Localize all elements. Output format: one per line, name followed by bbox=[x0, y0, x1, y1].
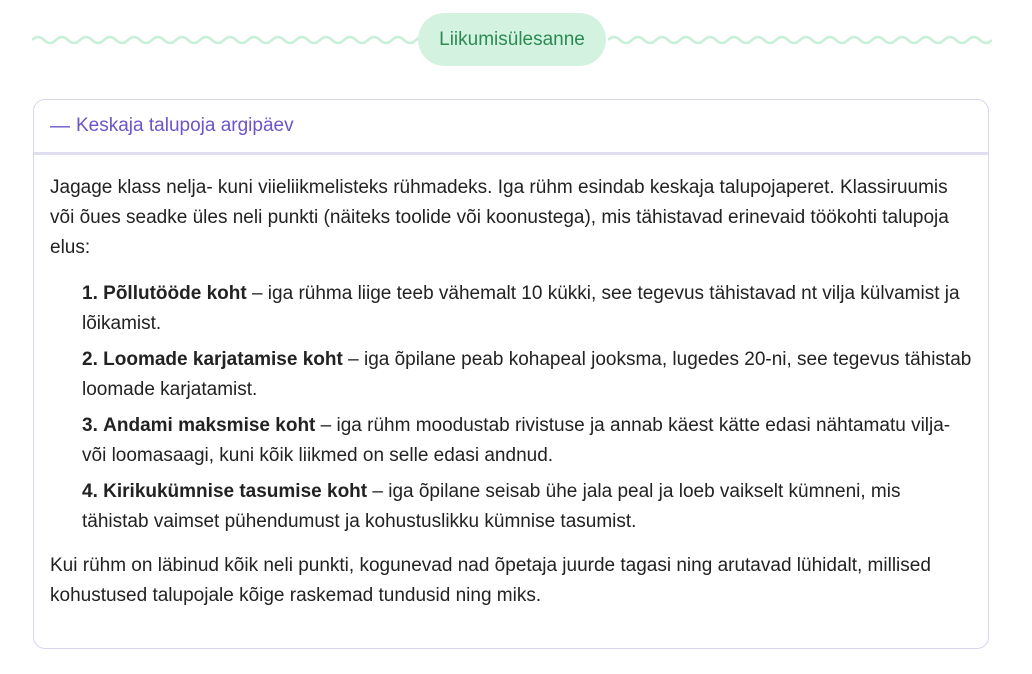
accordion-title: Keskaja talupoja argipäev bbox=[76, 115, 294, 136]
step-text: – iga õpilane peab kohapeal jooksma, lugedes 20-ni, see tegevus tähistab loomade karjatamist. bbox=[82, 349, 972, 400]
minus-icon[interactable]: — bbox=[50, 115, 70, 137]
step-number: 1. bbox=[82, 283, 98, 304]
accordion-card bbox=[33, 99, 989, 649]
step-title: Andami maksmise koht bbox=[103, 415, 316, 436]
list-item bbox=[82, 477, 972, 537]
intro-paragraph: Jagage klass nelja- kuni viieliikmelisteks rühmadeks. Iga rühm esindab keskaja talupojaperet. Klassiruumis või õues seadke üles neli punkti (näiteks toolide või koonustega), mis tähistavad erinevaid töökohti talupoja elus: bbox=[50, 177, 949, 258]
wave-decoration-right bbox=[608, 30, 992, 50]
list-item bbox=[82, 345, 972, 405]
steps-list bbox=[50, 279, 972, 537]
outro-paragraph: Kui rühm on läbinud kõik neli punkti, kogunevad nad õpetaja juurde tagasi ning arutavad lühidalt, millised kohustused talupojale kõige raskemad tundusid ning miks. bbox=[50, 555, 931, 606]
step-text: – iga rühma liige teeb vähemalt 10 kükki, see tegevus tähistavad nt vilja külvamist ja lõikamist. bbox=[82, 283, 960, 334]
step-number: 2. bbox=[82, 349, 98, 370]
accordion-content bbox=[34, 155, 988, 611]
step-text: – iga rühm moodustab rivistuse ja annab käest kätte edasi nähtamatu vilja- või loomasaagi, kuni kõik liikmed on selle edasi andnud. bbox=[82, 415, 951, 466]
step-text: – iga õpilane seisab ühe jala peal ja loeb vaikselt kümneni, mis tähistab vaimset pühendumust ja kohustuslikku kümnise tasumist. bbox=[82, 481, 901, 532]
step-title: Loomade karjatamise koht bbox=[103, 349, 343, 370]
step-number: 3. bbox=[82, 415, 98, 436]
step-title: Kirikukümnise tasumise koht bbox=[103, 481, 368, 502]
activity-badge: Liikumisülesanne bbox=[418, 13, 606, 66]
list-item bbox=[82, 279, 972, 339]
wave-decoration-left bbox=[32, 30, 420, 50]
section-header bbox=[0, 0, 1032, 80]
step-number: 4. bbox=[82, 481, 98, 502]
step-title: Põllutööde koht bbox=[103, 283, 247, 304]
list-item bbox=[82, 411, 972, 471]
accordion-toggle[interactable] bbox=[34, 100, 988, 155]
